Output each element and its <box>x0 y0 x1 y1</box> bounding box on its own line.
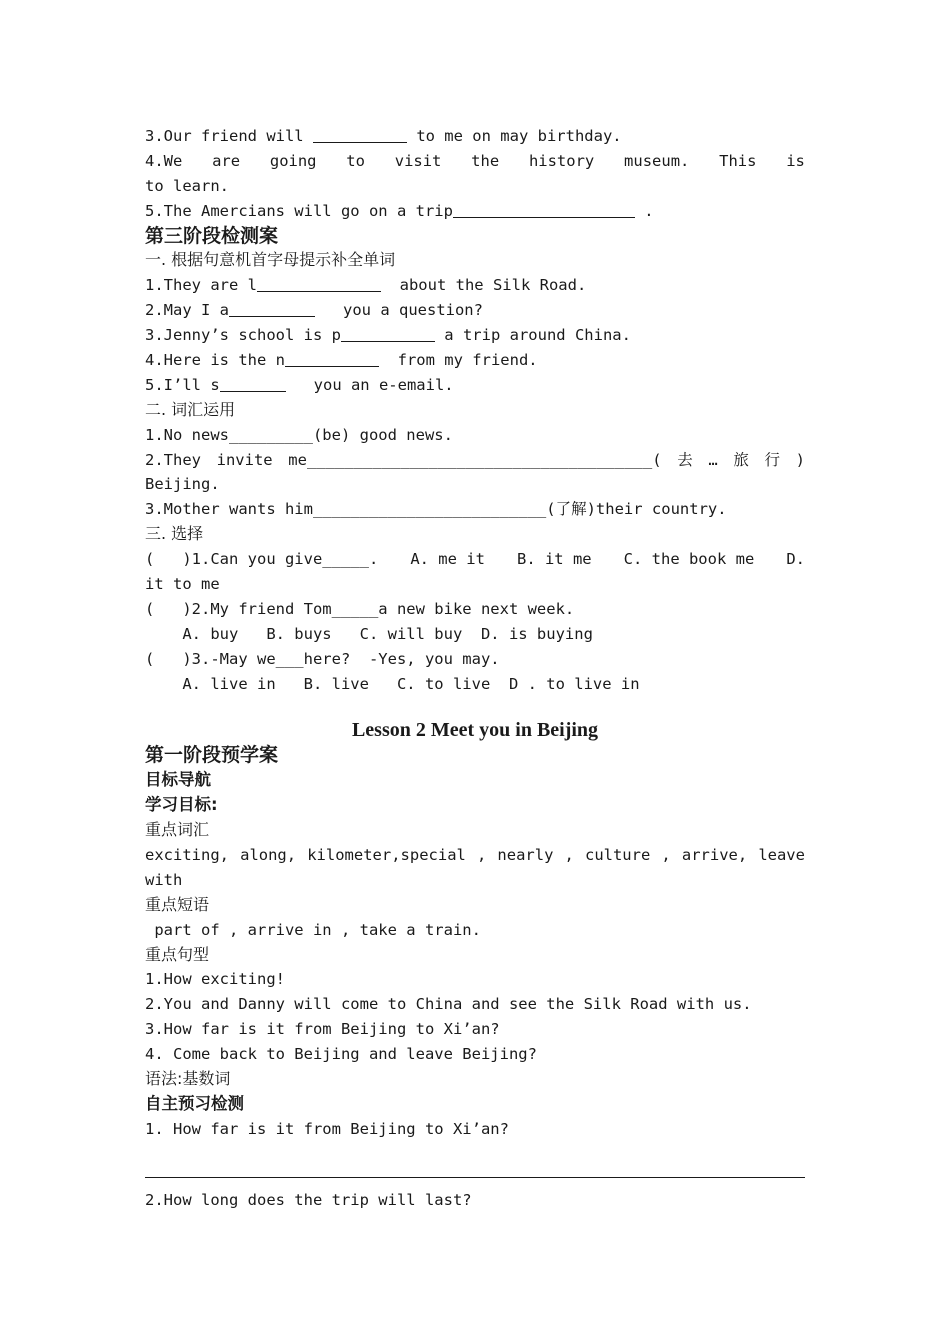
choice-item-2-options: A. buy B. buys C. will buy D. is buying <box>145 624 593 643</box>
word: 去 <box>677 450 693 469</box>
word: 旅 <box>733 450 749 469</box>
line-text: . <box>634 201 654 220</box>
choice-item-3: ( )3.-May we___here? -Yes, you may. <box>145 649 500 668</box>
fill-item-1 <box>145 273 805 298</box>
exercise-line-5 <box>145 199 805 224</box>
word: going <box>269 151 317 170</box>
answer-blank[interactable] <box>229 300 315 317</box>
vocab-title: 重点词汇 <box>145 820 210 840</box>
stage-title: 第一阶段预学案 <box>145 744 279 767</box>
line-text: from my friend. <box>378 351 538 370</box>
answer-blank[interactable] <box>285 350 379 367</box>
line-text: 4.Here is the n <box>145 351 285 370</box>
word: ( )1.Can you give_____. <box>145 550 379 569</box>
choice-item-3-options: A. live in B. live C. to live D . to live in <box>145 674 640 693</box>
word: 2.They <box>145 450 201 469</box>
word: , <box>564 845 574 864</box>
check-question-2: 2.How long does the trip will last? <box>145 1190 472 1209</box>
answer-blank[interactable] <box>220 375 286 392</box>
choice-item-1 <box>145 547 805 572</box>
sentence-2: 2.You and Danny will come to China and see the Silk Road with us. <box>145 995 752 1014</box>
answer-line[interactable] <box>145 1177 805 1188</box>
worksheet-page <box>145 124 805 1212</box>
question-1-title: 一. 根据句意机首字母提示补全单词 <box>145 250 396 270</box>
goals-title: 学习目标: <box>145 795 218 815</box>
line-text: 5.The Amercians will go on a trip <box>145 201 453 220</box>
vocab-item-3: 3.Mother wants him_________________________(了解)their country. <box>145 500 727 519</box>
line-text: 5.I’ll s <box>145 375 220 394</box>
word: 行 <box>764 450 781 469</box>
answer-space <box>145 1142 805 1167</box>
sentence-4: 4. Come back to Beijing and leave Beijing? <box>145 1045 537 1064</box>
section-title: 第三阶段检测案 <box>145 224 279 247</box>
answer-blank[interactable] <box>453 201 635 218</box>
self-check-title: 自主预习检测 <box>145 1093 244 1113</box>
answer-blank[interactable] <box>313 126 407 143</box>
word: nearly <box>497 845 554 864</box>
vocab-item-1: 1.No news_________(be) good news. <box>145 425 453 444</box>
line-text: you a question? <box>315 301 483 320</box>
vocab-item-2-cont: Beijing. <box>145 475 220 494</box>
word: to <box>346 151 365 170</box>
word: museum. <box>624 151 690 170</box>
word: exciting, <box>145 845 229 864</box>
line-text: about the Silk Road. <box>380 276 587 295</box>
lesson-title: Lesson 2 Meet you in Beijing <box>351 719 599 742</box>
word: D. <box>786 550 805 569</box>
word: along, <box>240 845 297 864</box>
line-text: 3.Jenny’s school is p <box>145 326 341 345</box>
sentence-3: 3.How far is it from Beijing to Xi’an? <box>145 1020 500 1039</box>
answer-blank[interactable] <box>257 275 381 292</box>
choice-item-1-cont: it to me <box>145 575 220 594</box>
choice-item-2: ( )2.My friend Tom_____a new bike next week. <box>145 599 575 618</box>
line-text: 1.They are l <box>145 276 257 295</box>
vocab-list-cont: with <box>145 870 183 889</box>
nav-title: 目标导航 <box>145 770 211 790</box>
word: This <box>719 151 757 170</box>
word: the <box>471 151 500 170</box>
question-3-title: 三. 选择 <box>145 524 204 544</box>
word: B. it me <box>516 550 592 569</box>
check-question-1: 1. How far is it from Beijing to Xi’an? <box>145 1119 509 1138</box>
word: C. the book me <box>623 550 755 569</box>
word: is <box>786 151 805 170</box>
word: A. me it <box>410 550 485 569</box>
fill-item-5 <box>145 373 805 398</box>
word: ) <box>795 450 805 469</box>
grammar-note: 语法:基数词 <box>145 1068 231 1088</box>
line-text: a trip around China. <box>434 326 631 345</box>
line-text: 3.Our friend will <box>145 127 313 145</box>
word: , <box>661 845 671 864</box>
line-text: you an e-email. <box>285 375 454 394</box>
word: kilometer,special <box>307 845 466 864</box>
word: me_____________________________________( <box>288 450 662 469</box>
fill-item-2 <box>145 298 805 323</box>
question-2-title: 二. 词汇运用 <box>145 399 236 419</box>
word: invite <box>216 450 273 469</box>
word: … <box>708 450 718 469</box>
phrase-title: 重点短语 <box>145 894 210 914</box>
word: arrive, <box>681 845 748 864</box>
phrase-list: part of , arrive in , take a train. <box>145 920 481 939</box>
vocab-list <box>145 843 805 868</box>
fill-item-4 <box>145 348 805 373</box>
exercise-line-4 <box>145 149 805 174</box>
word: visit <box>394 151 442 170</box>
line-text: to me on may birthday. <box>406 127 622 145</box>
exercise-line-4-cont: to learn. <box>145 176 229 195</box>
word: history <box>528 151 595 170</box>
word: 4.We <box>145 151 183 170</box>
word: leave <box>758 845 805 864</box>
fill-item-3 <box>145 323 805 348</box>
sentence-title: 重点句型 <box>145 944 210 964</box>
word: are <box>212 151 241 170</box>
answer-blank[interactable] <box>341 325 435 342</box>
sentence-1: 1.How exciting! <box>145 970 285 989</box>
vocab-item-2 <box>145 448 805 473</box>
word: , <box>476 845 487 864</box>
line-text: 2.May I a <box>145 301 229 320</box>
exercise-line-3 <box>145 124 805 149</box>
word: culture <box>584 845 651 864</box>
